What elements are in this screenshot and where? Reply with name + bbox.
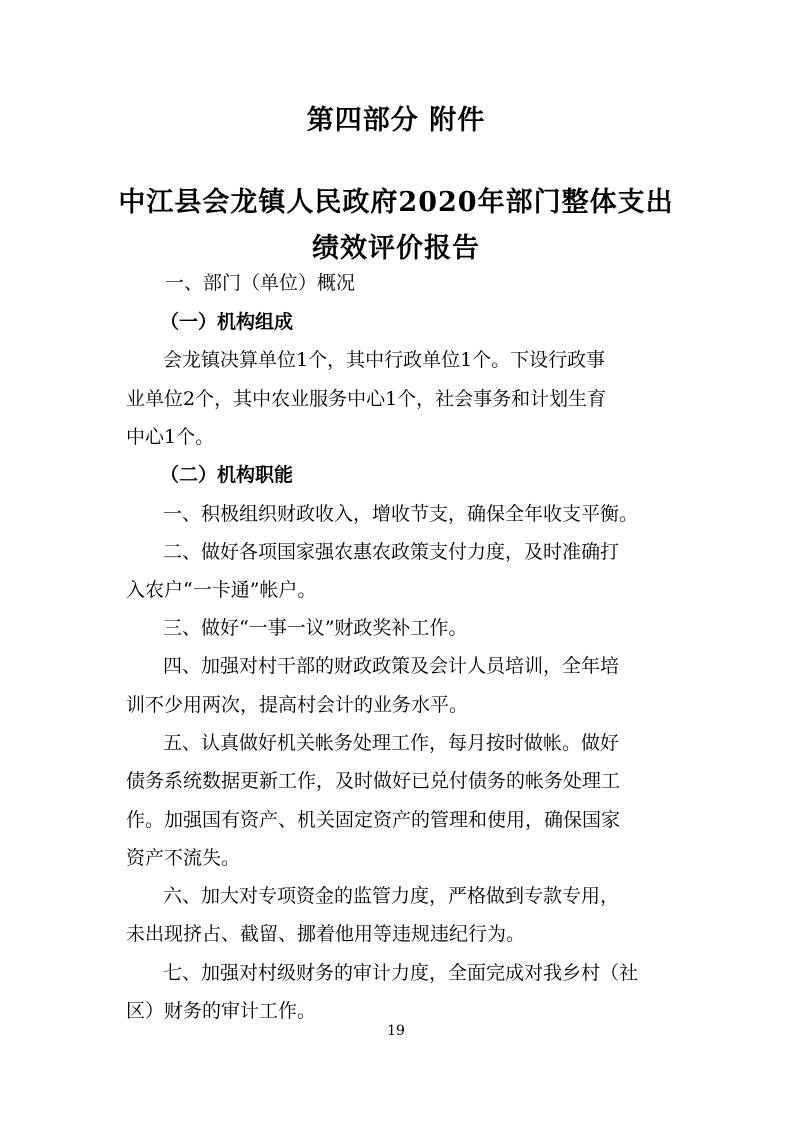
page-number: 19 bbox=[387, 1023, 405, 1039]
paragraph-line: 五、认真做好机关帐务处理工作，每月按时做帐。做好 bbox=[163, 732, 620, 754]
paragraph-line: 六、加大对专项资金的监管力度，严格做到专款专用， bbox=[163, 885, 620, 907]
paragraph-line: 作。加强国有资产、机关固定资产的管理和使用，确保国家 bbox=[126, 809, 621, 831]
paragraph-line: 四、加强对村干部的财政政策及会计人员培训，全年培 bbox=[163, 655, 620, 677]
report-title-line-2: 绩效评价报告 bbox=[312, 233, 480, 264]
section-heading: 一、部门（单位）概况 bbox=[165, 272, 356, 294]
paragraph-line: 一、积极组织财政收入，增收节支，确保全年收支平衡。 bbox=[163, 503, 639, 525]
paragraph-line: 区）财务的审计工作。 bbox=[126, 1000, 317, 1022]
paragraph-line: 中心1个。 bbox=[126, 426, 215, 448]
paragraph-line: 业单位2个，其中农业服务中心1个，社会事务和计划生育 bbox=[126, 388, 607, 410]
paragraph-line: 七、加强对村级财务的审计力度，全面完成对我乡村（社 bbox=[163, 962, 639, 984]
paragraph-line: 未出现挤占、截留、挪着他用等违规违纪行为。 bbox=[126, 923, 526, 945]
report-title-line-1: 中江县会龙镇人民政府2020年部门整体支出 bbox=[118, 187, 674, 218]
paragraph-line: 资产不流失。 bbox=[126, 847, 241, 869]
paragraph-line: 训不少用两次，提高村会计的业务水平。 bbox=[126, 694, 469, 716]
paragraph-line: 入农户“一卡通”帐户。 bbox=[126, 579, 317, 601]
paragraph-line: 三、做好“一事一议”财政奖补工作。 bbox=[163, 617, 468, 639]
paragraph-line: 二、做好各项国家强农惠农政策支付力度，及时准确打 bbox=[163, 541, 620, 563]
paragraph-line: 会龙镇决算单位1个，其中行政单位1个。下设行政事 bbox=[163, 349, 606, 371]
subsection-heading-composition: （一）机构组成 bbox=[160, 311, 294, 333]
subsection-heading-functions: （二）机构职能 bbox=[160, 464, 294, 486]
part-title: 第四部分 附件 bbox=[306, 105, 486, 136]
paragraph-line: 债务系统数据更新工作，及时做好已兑付债务的帐务处理工 bbox=[126, 770, 621, 792]
